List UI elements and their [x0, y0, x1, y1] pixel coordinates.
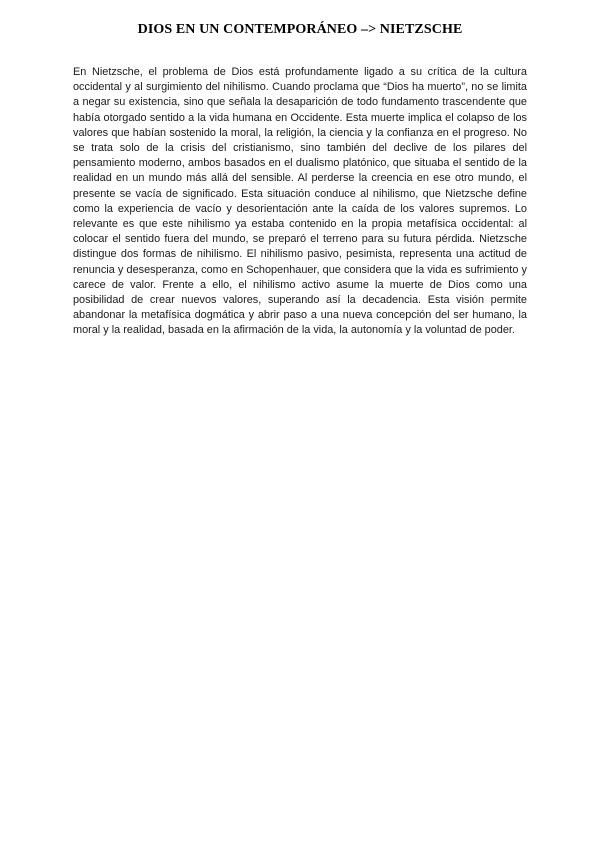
document-title: DIOS EN UN CONTEMPORÁNEO –> NIETZSCHE	[137, 22, 463, 37]
document-paragraph: En Nietzsche, el problema de Dios está profundamente ligado a su crítica de la cultura occidental y al surgimiento del nihilismo. Cuando proclama que “Dios ha muerto”, no se limita a negar su existencia, sino que señala la desaparición de todo fundamento trascendente que había otorgado sentido a la vida humana en Occidente. Esta muerte implica el colapso de los valores que habían sostenido la moral, la religión, la ciencia y la confianza en el progreso. No se trata solo de la crisis del cristianismo, sino también del declive de los pilares del pensamiento moderno, ambos basados en el dualismo platónico, que situaba el sentido de la realidad en un mundo más allá del sensible. Al perderse la creencia en ese otro mundo, el presente se vacía de significado. Esta situación conduce al nihilismo, que Nietzsche define como la experiencia de vacío y desorientación ante la caída de los valores supremos. Lo relevante es que este nihilismo ya estaba contenido en la propia metafísica occidental: al colocar el sentido fuera del mundo, se preparó el terreno para su futura pérdida. Nietzsche distingue dos formas de nihilismo. El nihilismo pasivo, pesimista, representa una actitud de renuncia y desesperanza, como en Schopenhauer, que considera que la vida es sufrimiento y carece de valor. Frente a ello, el nihilismo activo asume la muerte de Dios como una posibilidad de crear nuevos valores, superando así la decadencia. Esta visión permite abandonar la metafísica dogmática y abrir paso a una nueva concepción del ser humano, la moral y la realidad, basada en la afirmación de la vida, la autonomía y la voluntad de poder.	[73, 66, 527, 337]
